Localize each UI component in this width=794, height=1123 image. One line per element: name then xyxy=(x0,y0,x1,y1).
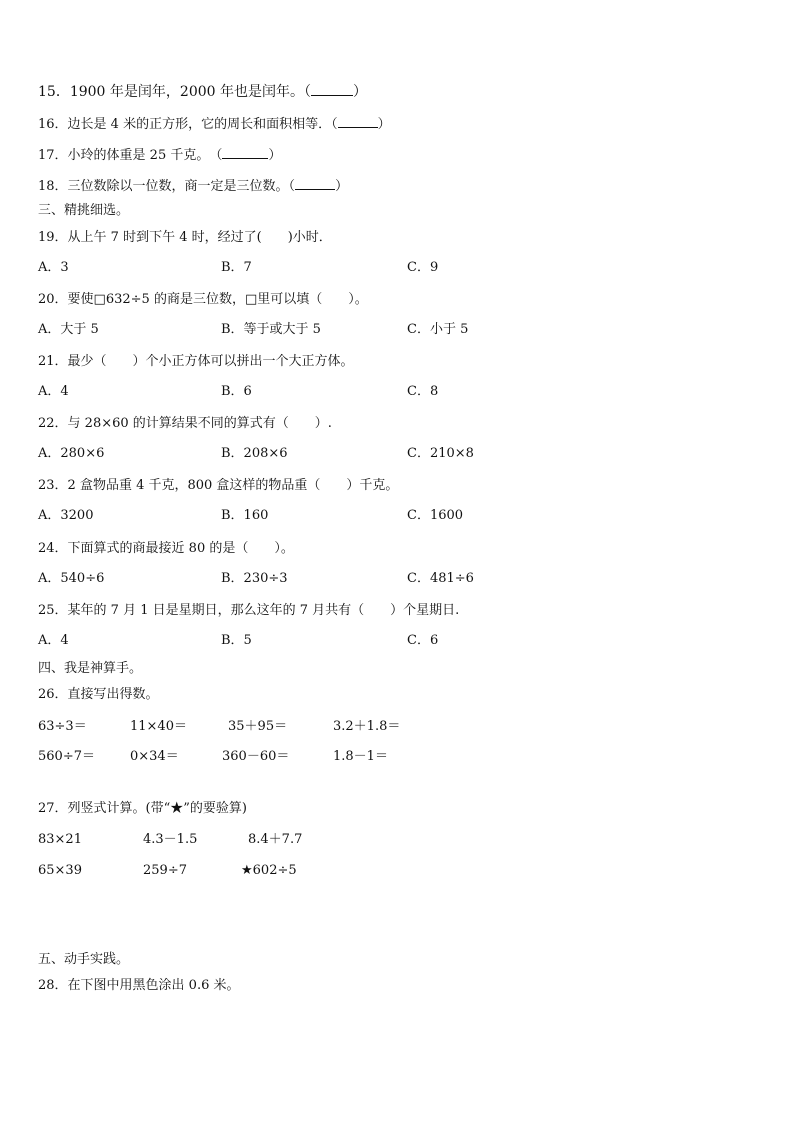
question-text: 下面算式的商最接近 80 的是（ ）。 xyxy=(67,541,294,556)
question-number: 26． xyxy=(38,687,68,702)
option-b[interactable]: B．208×6 xyxy=(221,446,288,461)
question-24 xyxy=(38,540,294,558)
option-a[interactable]: A．3 xyxy=(38,260,69,275)
question-text: 列竖式计算。(带“★”的要验算) xyxy=(67,801,247,816)
close-paren: ） xyxy=(335,179,349,194)
question-22 xyxy=(38,415,332,433)
section-3-title: 三、精挑细选。 xyxy=(38,203,130,218)
question-text: 某年的 7 月 1 日是星期日，那么这年的 7 月共有（ ）个星期日. xyxy=(67,603,460,618)
answer-blank[interactable] xyxy=(311,82,353,96)
question-number: 25． xyxy=(38,603,68,618)
option-a[interactable]: A．3200 xyxy=(38,508,94,523)
option-c[interactable]: C．小于 5 xyxy=(407,322,469,337)
question-number: 22． xyxy=(38,416,68,431)
question-text: 小玲的体重是 25 千克。 （ xyxy=(67,148,223,163)
question-25 xyxy=(38,602,459,620)
question-28 xyxy=(38,977,240,995)
question-text: 从上午 7 时到下午 4 时，经过了( )小时． xyxy=(67,230,332,245)
question-15 xyxy=(38,82,367,101)
calc-item: 360－60＝ xyxy=(222,749,290,764)
calc-item: 65×39 xyxy=(38,863,82,878)
option-a[interactable]: A．大于 5 xyxy=(38,322,99,337)
question-text: 与 28×60 的计算结果不同的算式有（ ）. xyxy=(67,416,332,431)
question-number: 23． xyxy=(38,478,68,493)
section-5-title: 五、动手实践。 xyxy=(38,952,130,967)
option-a[interactable]: A．280×6 xyxy=(38,446,105,461)
answer-blank[interactable] xyxy=(222,145,268,159)
question-text: 在下图中用黑色涂出 0.6 米。 xyxy=(67,978,240,993)
calc-item: 8.4＋7.7 xyxy=(248,832,303,847)
question-16 xyxy=(38,114,391,134)
question-number: 16． xyxy=(38,117,68,132)
question-number: 19． xyxy=(38,230,68,245)
answer-blank[interactable] xyxy=(338,114,378,128)
question-23 xyxy=(38,477,398,495)
close-paren: ） xyxy=(353,84,367,100)
close-paren: ） xyxy=(377,117,391,132)
question-18 xyxy=(38,176,348,196)
question-text: 2 盒物品重 4 千克，800 盒这样的物品重（ ）千克。 xyxy=(67,478,399,493)
close-paren: ） xyxy=(268,148,282,163)
option-a[interactable]: A．4 xyxy=(38,633,69,648)
calc-item: 83×21 xyxy=(38,832,82,847)
question-20 xyxy=(38,291,368,309)
question-number: 21． xyxy=(38,354,68,369)
question-text: 直接写出得数。 xyxy=(67,687,159,702)
question-27 xyxy=(38,800,247,818)
option-b[interactable]: B．5 xyxy=(221,633,252,648)
option-a[interactable]: A．540÷6 xyxy=(38,571,105,586)
calc-item: 4.3－1.5 xyxy=(143,832,198,847)
calc-item: 3.2＋1.8＝ xyxy=(333,719,401,734)
calc-item: 259÷7 xyxy=(143,863,187,878)
option-c[interactable]: C．481÷6 xyxy=(407,571,474,586)
question-text: 要使□632÷5 的商是三位数，□里可以填（ ）。 xyxy=(67,292,368,307)
question-21 xyxy=(38,353,354,371)
question-number: 15． xyxy=(38,84,70,100)
question-19 xyxy=(38,229,332,247)
question-number: 28． xyxy=(38,978,68,993)
question-text: 1900 年是闰年，2000 年也是闰年。（ xyxy=(69,84,311,100)
option-c[interactable]: C．8 xyxy=(407,384,439,399)
option-b[interactable]: B．等于或大于 5 xyxy=(221,322,321,337)
question-number: 18． xyxy=(38,179,68,194)
question-number: 27． xyxy=(38,801,68,816)
option-c[interactable]: C．6 xyxy=(407,633,439,648)
question-text: 边长是 4 米的正方形，它的周长和面积相等．（ xyxy=(67,117,338,132)
option-c[interactable]: C．1600 xyxy=(407,508,464,523)
question-text: 最少（ ）个小正方体可以拼出一个大正方体。 xyxy=(67,354,354,369)
option-b[interactable]: B．7 xyxy=(221,260,252,275)
question-text: 三位数除以一位数，商一定是三位数。（ xyxy=(67,179,296,194)
question-number: 17． xyxy=(38,148,68,163)
option-b[interactable]: B．6 xyxy=(221,384,252,399)
question-26 xyxy=(38,686,159,704)
option-a[interactable]: A．4 xyxy=(38,384,69,399)
calc-item: ★602÷5 xyxy=(241,863,297,878)
option-c[interactable]: C．9 xyxy=(407,260,439,275)
option-b[interactable]: B．160 xyxy=(221,508,269,523)
calc-item: 63÷3＝ xyxy=(38,719,87,734)
calc-item: 35＋95＝ xyxy=(228,719,288,734)
option-b[interactable]: B．230÷3 xyxy=(221,571,288,586)
calc-item: 11×40＝ xyxy=(130,719,187,734)
question-number: 20． xyxy=(38,292,68,307)
calc-item: 1.8－1＝ xyxy=(333,749,388,764)
answer-blank[interactable] xyxy=(295,176,335,190)
calc-item: 560÷7＝ xyxy=(38,749,95,764)
section-4-title: 四、我是神算手。 xyxy=(38,661,143,676)
question-17 xyxy=(38,145,281,165)
calc-item: 0×34＝ xyxy=(130,749,179,764)
option-c[interactable]: C．210×8 xyxy=(407,446,474,461)
question-number: 24． xyxy=(38,541,68,556)
